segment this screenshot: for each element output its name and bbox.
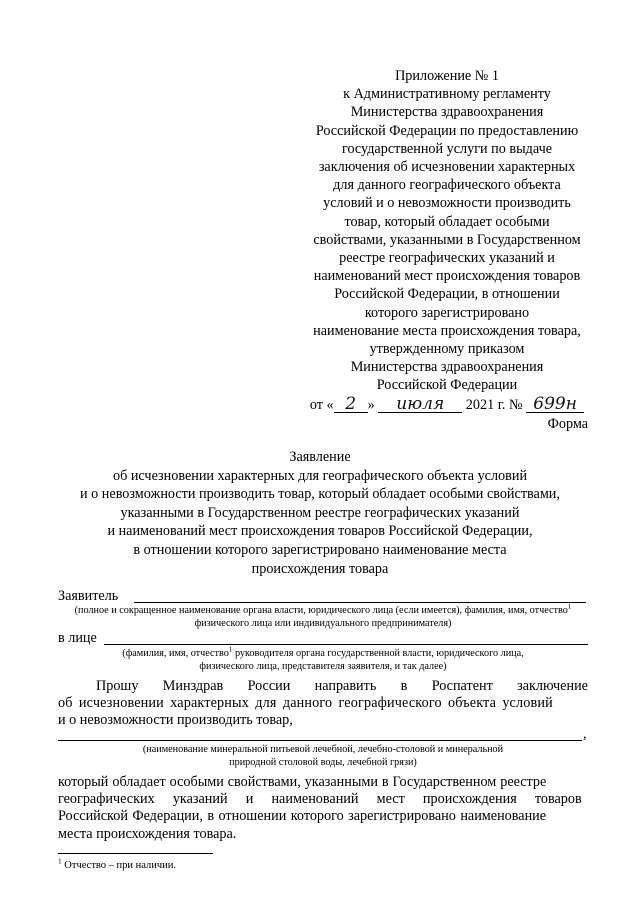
title-line: об исчезновении характерных для географического объекта условий [112,467,528,484]
word: Прошу [96,678,139,694]
approval-line: реестре географических указаний и [339,250,555,267]
approval-line: которого зарегистрировано [364,304,530,321]
applicant-hint-line: (полное и сокращенное наименование органа власти, юридического лица (если имеется), фамилия, имя, отчество [74,605,568,616]
order-year: 2021 г. № [465,396,523,413]
approval-line: к Административному регламенту [343,86,551,103]
footnote-ref: 1 [228,645,233,654]
approval-line: утвержденному приказом [369,341,525,358]
footnote [58,856,177,871]
title-line: и о невозможности производить товар, который обладает особыми свойствами, [80,486,560,503]
approval-line: Министерства здравоохранения [350,104,544,121]
title-line: происхождения товара [251,560,389,577]
final-line: Российской Федерации, в отношении которого зарегистрировано наименование [58,808,547,825]
form-label: Форма [547,416,588,432]
word: заключение [517,678,588,694]
date-prefix: от « [309,396,334,413]
footnote-separator [58,853,213,854]
approval-line: Министерства здравоохранения [350,359,544,376]
approval-line: Российской Федерации по предоставлению [315,122,579,139]
order-date-line [292,393,602,414]
title-line: Заявление [289,449,351,465]
order-month: июля [378,397,462,413]
approval-line: Приложение № 1 [395,68,499,84]
applicant-hint-line: физического лица или индивидуального предпринимателя) [194,618,452,629]
applicant-hint [58,604,588,617]
approval-line: товар, который обладает особыми [344,213,550,230]
final-paragraph [58,774,588,843]
request-line [58,678,588,695]
word: России [247,678,291,694]
order-day: 2 [334,397,368,413]
person-hint-line: физического лица, представителя заявителя, и так далее) [199,661,447,672]
document-title [40,448,600,578]
person-hint [58,647,588,660]
water-hint-line: природной столовой воды, лечебной грязи) [229,757,417,768]
final-line: который обладает особыми свойствами, указанными в Государственном реестре [58,774,547,790]
order-number: 699н [526,397,584,413]
approval-line: наименование места происхождения товара, [313,322,581,339]
approval-line: свойствами, указанными в Государственном [313,231,581,248]
footnote-ref: 1 [567,602,572,611]
person-hint-line: (фамилия, имя, отчество [122,648,229,659]
approval-line: для данного географического объекта [333,177,561,194]
request-line: и о невозможности производить товар, [58,712,293,729]
approval-line: государственной услуги по выдаче [341,140,553,157]
approval-block [292,67,602,414]
footnote-marker: 1 [58,856,62,866]
word: направить [314,678,377,694]
final-line: места происхождения товара. [58,825,237,842]
approval-line: заключения об исчезновении характерных [318,159,576,176]
request-line: об исчезновении характерных для данного географического объекта условий [58,695,553,712]
word: в [400,678,408,694]
comma: , [583,726,587,742]
word: Минздрав [162,678,224,694]
person-hint-line: руководителя органа государственной власти, юридического лица, [232,648,524,659]
water-hint-line: (наименование минеральной питьевой лечебной, лечебно-столовой и минеральной [142,744,504,755]
water-name-field[interactable] [58,740,582,741]
approval-line: Российской Федерации [376,377,518,394]
date-mid: » [367,396,375,413]
approval-line: наименований мест происхождения товаров [313,268,581,285]
request-paragraph [58,678,588,730]
footnote-text: Отчество – при наличии. [61,860,177,871]
word: Роспатент [431,678,493,694]
title-line: и наименований мест происхождения товаров Российской Федерации, [107,523,533,540]
approval-line: Российской Федерации, в отношении [334,286,560,303]
person-field[interactable] [104,644,588,645]
title-line: в отношении которого зарегистрировано наименование места [133,541,507,558]
applicant-label: Заявитель [58,588,119,604]
applicant-field[interactable] [134,602,586,603]
final-line: географических указаний и наименований мест происхождения товаров [58,791,582,808]
person-label: в лице [58,630,97,646]
title-line: указанными в Государственном реестре географических указаний [120,504,520,521]
approval-line: условий и о невозможности производить [323,195,571,212]
